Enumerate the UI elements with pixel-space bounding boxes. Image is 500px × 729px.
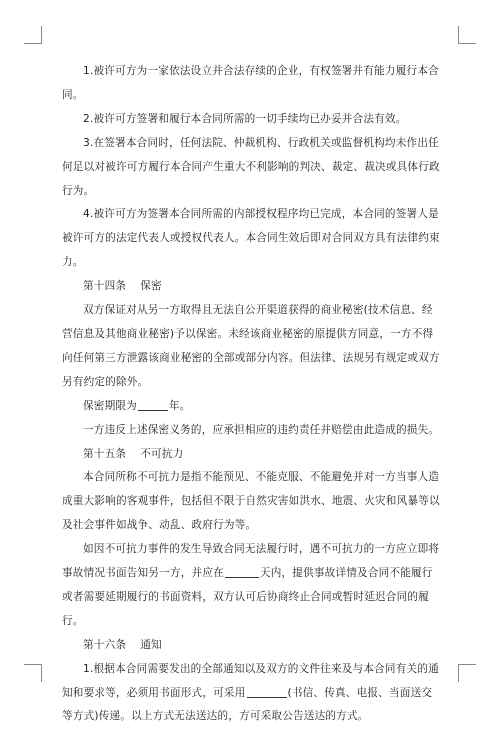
crop-mark-top-right-v	[458, 26, 459, 44]
crop-mark-bottom-right-h	[458, 664, 476, 665]
paragraph: 一方违反上述保密义务的，应承担相应的违约责任并赔偿由此造成的损失。	[83, 423, 440, 436]
paragraph: 4.被许可方为签署本合同所需的内部授权程序均已完成，本合同的签署人是被许可方的法定代表人或授权代表人。本合同生效后即对合同双方具有法律约束力。	[62, 208, 440, 269]
paragraph: 3.在签署本合同时，任何法院、仲裁机构、行政机关或监督机构均未作出任何足以对被许可方履行本合同产生重大不利影响的判决、裁定、裁决或具体行政行为。	[62, 136, 440, 197]
paragraph-text-before: 保密期限为	[83, 399, 137, 412]
paragraph: 2.被许可方签署和履行本合同所需的一切手续均已办妥并合法有效。	[83, 112, 407, 125]
article-title: 不可抗力	[140, 447, 184, 460]
article-heading	[62, 443, 440, 467]
paragraph-text-before: 1.根据本合同需要发出的全部通知以及双方的文件往来及与本合同有关的通知和要求等，必须用书面形式，可采用	[62, 662, 439, 699]
article-title: 通知	[140, 638, 162, 651]
paragraph: 双方保证对从另一方取得且无法自公开渠道获得的商业秘密(技术信息、经营信息及其他商业秘密)予以保密。未经该商业秘密的原提供方同意，一方不得向任何第三方泄露该商业秘密的全部或部分内容。但法律、法规另有规定或双方另有约定的除外。	[62, 304, 440, 388]
crop-mark-bottom-left-v	[41, 664, 42, 682]
fill-in-blank[interactable]	[247, 686, 287, 698]
paragraph-text-after: (书信、传真、电报、当面送交等方式)传递。以上方式无法送达的，方可采取公告送达的方式。	[62, 686, 433, 723]
fill-in-blank[interactable]	[138, 399, 168, 411]
paragraph-text-after: 天内，提供事故详情及合同不能履行或者需要延期履行的书面资料，双方认可后协商终止合同或暂时延迟合同的履行。	[62, 567, 433, 627]
article-title: 保密	[140, 280, 162, 293]
paragraph-text-after: 年。	[168, 399, 191, 412]
article-number: 第十四条	[83, 280, 127, 293]
crop-mark-bottom-left-h	[24, 664, 42, 665]
crop-mark-top-left-h	[24, 43, 42, 44]
fill-in-blank[interactable]	[225, 566, 259, 578]
crop-mark-top-right-h	[458, 43, 476, 44]
document-body	[62, 60, 440, 729]
paragraph-with-blank	[62, 395, 440, 419]
paragraph-with-blank	[62, 538, 440, 634]
paragraph-text-before: 如因不可抗力事件的发生导致合同无法履行时，遇不可抗力的一方应立即将事故情况书面告知另一方，并应在	[62, 543, 440, 580]
paragraph: 1.被许可方为一家依法设立并合法存续的企业，有权签署并有能力履行本合同。	[62, 65, 439, 101]
article-number: 第十五条	[83, 447, 127, 460]
crop-mark-top-left-v	[41, 26, 42, 44]
paragraph-with-blank	[62, 658, 440, 729]
article-heading	[62, 634, 440, 658]
article-heading	[62, 275, 440, 299]
crop-mark-bottom-right-v	[458, 664, 459, 682]
paragraph: 本合同所称不可抗力是指不能预见、不能克服、不能避免并对一方当事人造成重大影响的客观事件，包括但不限于自然灾害如洪水、地震、火灾和风暴等以及社会事件如战争、动乱、政府行为等。	[62, 471, 440, 532]
article-number: 第十六条	[83, 638, 127, 651]
